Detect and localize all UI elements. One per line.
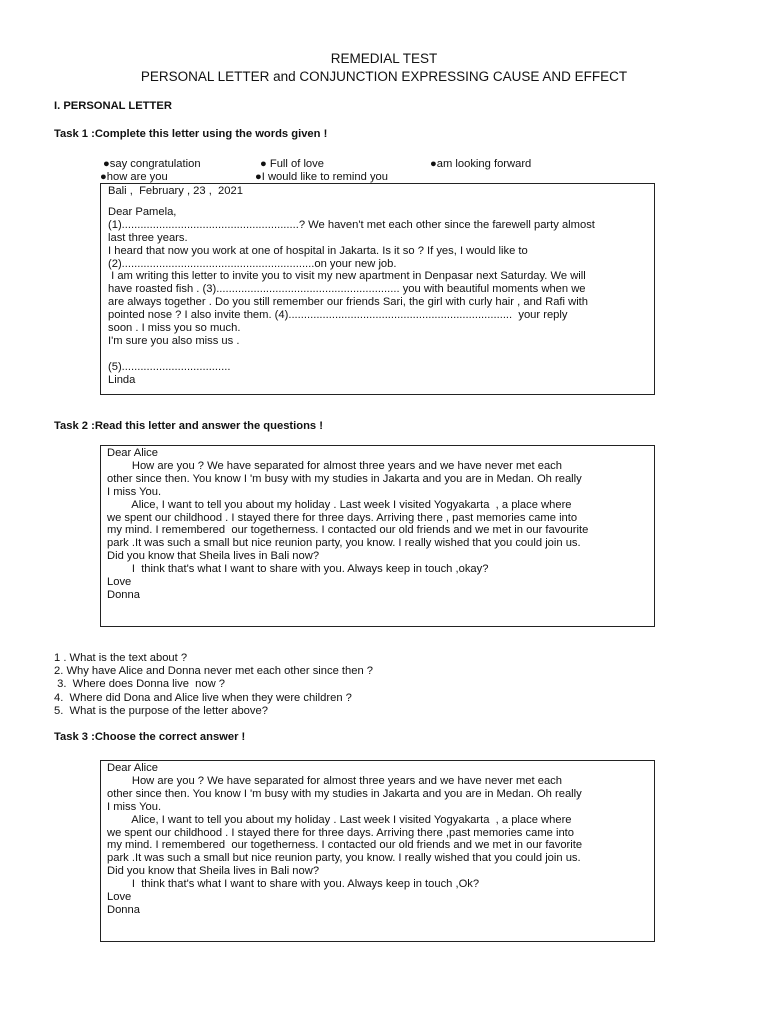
letter-line: Alice, I want to tell you about my holiday . Last week I visited Yogyakarta , a place where (107, 498, 572, 511)
question-item: 4. Where did Dona and Alice live when they were children ? (54, 691, 352, 704)
letter-line: I heard that now you work at one of hospital in Jakarta. Is it so ? If yes, I would like to (108, 244, 528, 257)
task1-letter-box (100, 183, 655, 395)
question-item: 1 . What is the text about ? (54, 652, 188, 664)
letter-line: park .It was such a small but nice reunion party, you know. I really wished that you could join us. (107, 537, 581, 550)
task3-heading: Task 3 :Choose the correct answer ! (54, 731, 246, 743)
letter-line: Donna (107, 588, 140, 601)
letter-line: my mind. I remembered our togetherness. I contacted our old friends and we met in our favourite (107, 524, 589, 537)
letter-line: Bali , February , 23 , 2021 (108, 185, 243, 197)
page-title: REMEDIAL TEST (330, 51, 438, 66)
task1-option: ● Full of love (260, 158, 324, 170)
letter-line: other since then. You know I 'm busy with my studies in Jakarta and you are in Medan. Oh really (107, 787, 582, 800)
task1-letter (108, 185, 595, 387)
letter-line: I miss You. (107, 800, 162, 813)
letter-line: (2)..............................................................on your new job. (108, 257, 397, 270)
letter-line: I am writing this letter to invite you to visit my new apartment in Denpasar next Saturday. We will (108, 270, 586, 283)
letter-line: Did you know that Sheila lives in Bali now? (107, 865, 320, 878)
question-item: 3. Where does Donna live now ? (54, 678, 226, 691)
question-item: 5. What is the purpose of the letter above? (54, 704, 268, 717)
letter-line: pointed nose ? I also invite them. (4)........................................................................ your reply (108, 309, 568, 322)
task1-option: ●I would like to remind you (255, 171, 388, 183)
section-heading-personal-letter: I. PERSONAL LETTER (54, 100, 172, 112)
letter-line: Dear Alice (107, 762, 158, 774)
question-item: 2. Why have Alice and Donna never met each other since then ? (54, 665, 374, 678)
letter-line: we spent our childhood . I stayed there for three days. Arriving there ,past memories came into (107, 826, 575, 839)
letter-line: I think that's what I want to share with you. Always keep in touch ,okay? (107, 563, 489, 576)
letter-line: last three years. (108, 231, 188, 244)
task1-option: ●say congratulation (103, 158, 201, 170)
letter-line: Donna (107, 903, 140, 916)
letter-line: we spent our childhood . I stayed there for three days. Arriving there , past memories came into (107, 511, 578, 524)
letter-line (108, 198, 595, 206)
letter-line: How are you ? We have separated for almost three years and we have never met each (107, 774, 562, 787)
page-subtitle: PERSONAL LETTER and CONJUNCTION EXPRESSING CAUSE AND EFFECT (140, 69, 628, 84)
letter-line (108, 348, 595, 361)
letter-line: my mind. I remembered our togetherness. I contacted our old friends and we met in our favorite (107, 839, 583, 852)
task1-option: ●am looking forward (430, 158, 532, 170)
task2-letter (107, 447, 588, 602)
task2-questions (54, 652, 373, 718)
task1-option: ●how are you (100, 171, 168, 183)
letter-line: Alice, I want to tell you about my holiday . Last week I visited Yogyakarta , a place where (107, 813, 572, 826)
letter-line: Dear Pamela, (108, 205, 177, 218)
task2-heading: Task 2 :Read this letter and answer the questions ! (54, 420, 323, 432)
task3-letter-box (100, 760, 655, 942)
letter-line: (1).........................................................? We haven't met each other since the farewell party almost (108, 218, 595, 231)
letter-line: (5)................................... (108, 360, 231, 373)
letter-line: Linda (108, 373, 136, 386)
letter-line: I think that's what I want to share with you. Always keep in touch ,Ok? (107, 878, 480, 891)
letter-line: Did you know that Sheila lives in Bali now? (107, 550, 320, 563)
letter-line: have roasted fish . (3)........................................................... you with beautiful moments when we (108, 283, 586, 296)
task2-letter-box (100, 445, 655, 627)
letter-line: other since then. You know I 'm busy with my studies in Jakarta and you are in Medan. Oh really (107, 472, 582, 485)
letter-line: I miss You. (107, 485, 162, 498)
letter-line: are always together . Do you still remember our friends Sari, the girl with curly hair , and Rafi with (108, 296, 589, 309)
letter-line: Dear Alice (107, 447, 158, 459)
letter-line: Love (107, 576, 132, 589)
letter-line: park .It was such a small but nice reunion party, you know. I really wished that you could join us. (107, 852, 581, 865)
letter-line: I'm sure you also miss us . (108, 334, 240, 347)
letter-line: Love (107, 891, 132, 904)
letter-line: How are you ? We have separated for almost three years and we have never met each (107, 459, 562, 472)
task3-letter (107, 762, 582, 917)
letter-line: soon . I miss you so much. (108, 322, 241, 335)
task1-heading: Task 1 :Complete this letter using the words given ! (54, 128, 328, 140)
